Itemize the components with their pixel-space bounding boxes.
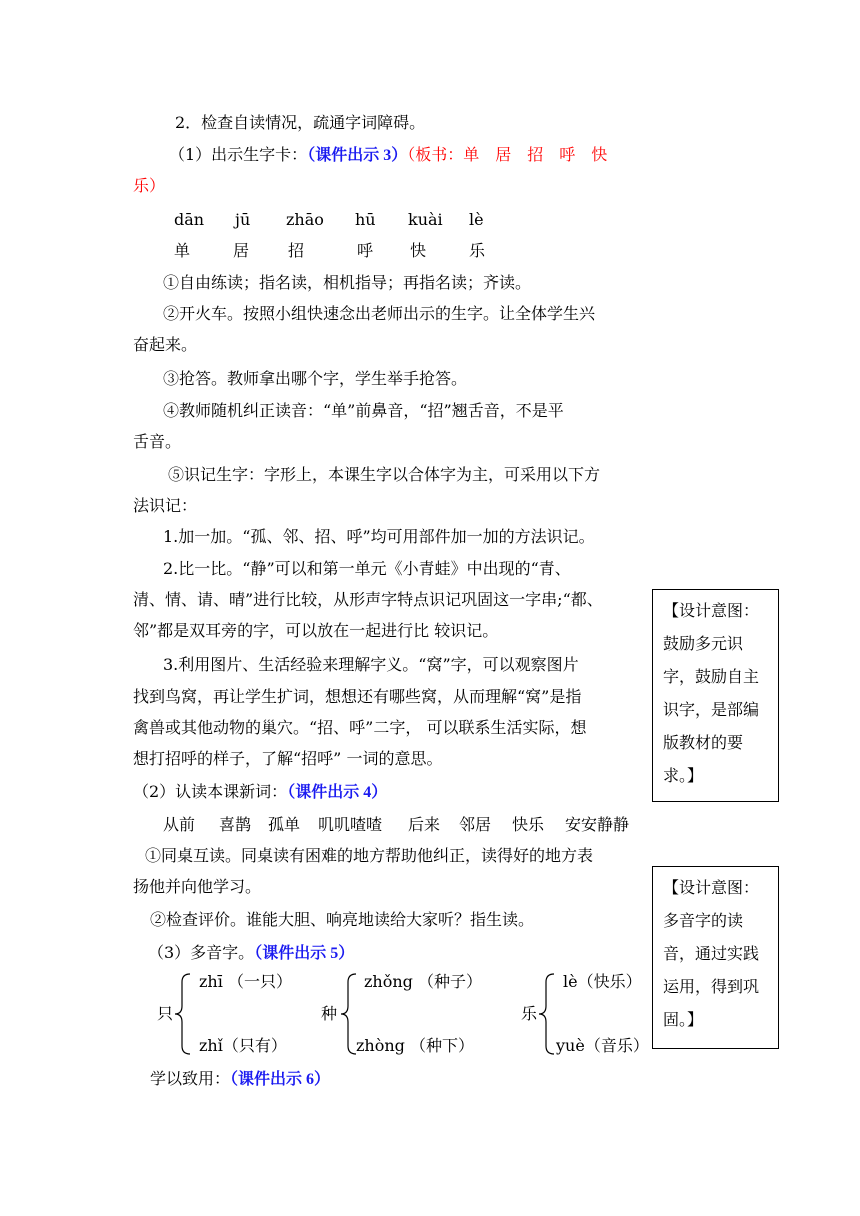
note1-line-1: 鼓励多元识 [663, 634, 744, 653]
note1-line-5: 求。】 [663, 766, 704, 785]
brace-zhi [172, 972, 194, 1056]
word-4: 后来 [408, 815, 441, 834]
step-2: ②开火车。按照小组快速念出老师出示的生字。让全体学生兴 [163, 304, 596, 323]
note2-line-2: 音，通过实践 [663, 944, 760, 963]
method-3-cont3: 想打招呼的样子，了解“招呼” 一词的意思。 [133, 749, 443, 768]
char-3: 呼 [357, 241, 374, 260]
step-5-cont: 法识记： [133, 496, 198, 515]
poly-zhong-bottom: zhòng （种下） [356, 1036, 475, 1055]
note1-line-2: 字，鼓励自主 [663, 667, 760, 686]
note2-line-1: 多音字的读 [663, 911, 744, 930]
design-intent-note-1 [652, 589, 779, 802]
word-6: 快乐 [512, 815, 545, 834]
note1-line-4: 版教材的要 [663, 733, 744, 752]
method-2: 2.比一比。“静”可以和第一单元《小青蛙》中出现的“青、 [163, 559, 571, 578]
pinyin-2: zhāo [286, 210, 324, 229]
method-3: 3.利用图片、生活经验来理解字义。“窝”字，可以观察图片 [163, 655, 579, 674]
poly-le-top: lè（快乐） [563, 972, 642, 991]
courseware-6: （课件出示 6） [230, 1071, 331, 1088]
part3-prefix: （3）多音字。 [148, 943, 255, 962]
part2-prefix: （2）认读本课新词： [133, 782, 288, 801]
step-4-cont: 舌音。 [133, 432, 182, 451]
note2-line-4: 固。】 [663, 1010, 704, 1029]
step-2-cont: 奋起来。 [133, 335, 198, 354]
note1-line-0: 【设计意图： [663, 601, 760, 620]
word-5: 邻居 [459, 815, 492, 834]
char-5: 乐 [469, 241, 486, 260]
word-7: 安安静静 [565, 815, 630, 834]
pinyin-4: kuài [408, 210, 443, 229]
read-1: ①同桌互读。同桌读有困难的地方帮助他纠正，读得好的地方表 [145, 846, 594, 865]
word-2: 孤单 [268, 815, 301, 834]
part1-prefix: （1）出示生字卡： [169, 145, 308, 164]
step-1: ①自由练读；指名读，相机指导；再指名读；齐读。 [163, 273, 532, 292]
method-3-cont: 找到鸟窝，再让学生扩词，想想还有哪些窝，从而理解“窝”是指 [133, 687, 582, 706]
poly-zhi-bottom: zhǐ（只有） [199, 1036, 287, 1055]
method-2-cont: 清、情、请、晴”进行比较，从形声字特点识记巩固这一字串;“都、 [133, 590, 603, 609]
part3-line [148, 942, 354, 965]
section-title: 2．检查自读情况，疏通字词障碍。 [175, 113, 426, 132]
method-2-cont2: 邻”都是双耳旁的字，可以放在一起进行比 较识记。 [133, 621, 499, 640]
step-5: ⑤识记生字：字形上，本课生字以合体字为主，可采用以下方 [168, 465, 601, 484]
courseware-4: （课件出示 4） [287, 784, 388, 801]
poly-le-bottom: yuè（音乐） [556, 1036, 649, 1055]
char-4: 快 [410, 241, 427, 260]
brace-le [536, 972, 558, 1056]
poly-zhi-top: zhī （一只） [199, 972, 292, 991]
board-text-end: 乐） [133, 176, 166, 195]
pinyin-0: dān [174, 210, 205, 229]
poly-char-zhi: 只 [157, 1004, 174, 1023]
poly-char-le: 乐 [521, 1004, 538, 1023]
read-1-cont: 扬他并向他学习。 [133, 877, 262, 896]
note2-line-3: 运用，得到巩 [663, 977, 760, 996]
design-intent-note-2 [652, 866, 779, 1049]
note2-line-0: 【设计意图： [663, 878, 760, 897]
apply-prefix: 学以致用： [150, 1069, 231, 1088]
part2-line [133, 781, 387, 804]
step-3: ③抢答。教师拿出哪个字，学生举手抢答。 [163, 369, 468, 388]
note1-line-3: 识字，是部编 [663, 700, 760, 719]
word-3: 叽叽喳喳 [318, 815, 383, 834]
char-0: 单 [174, 241, 191, 260]
method-3-cont2: 禽兽或其他动物的巢穴。“招、呼”二字， 可以联系生活实际，想 [133, 718, 587, 737]
pinyin-1: jū [235, 210, 251, 229]
part1-line [169, 144, 607, 167]
poly-char-zhong: 种 [321, 1004, 338, 1023]
method-1: 1.加一加。“孤、邻、招、呼”均可用部件加一加的方法识记。 [163, 527, 595, 546]
word-0: 从前 [163, 815, 196, 834]
poly-zhong-top: zhǒng （种子） [364, 972, 483, 991]
char-2: 招 [288, 241, 305, 260]
step-4: ④教师随机纠正读音：“单”前鼻音，“招”翘舌音，不是平 [163, 401, 564, 420]
pinyin-5: lè [469, 210, 484, 229]
read-2: ②检查评价。谁能大胆、响亮地读给大家听？指生读。 [150, 910, 535, 929]
word-1: 喜鹊 [219, 815, 252, 834]
board-text: （板书：单 居 招 呼 快 [407, 145, 608, 164]
char-1: 居 [233, 241, 250, 260]
courseware-5: （课件出示 5） [254, 945, 355, 962]
courseware-3: （课件出示 3） [307, 147, 408, 164]
pinyin-3: hū [355, 210, 376, 229]
apply-line [150, 1068, 330, 1091]
